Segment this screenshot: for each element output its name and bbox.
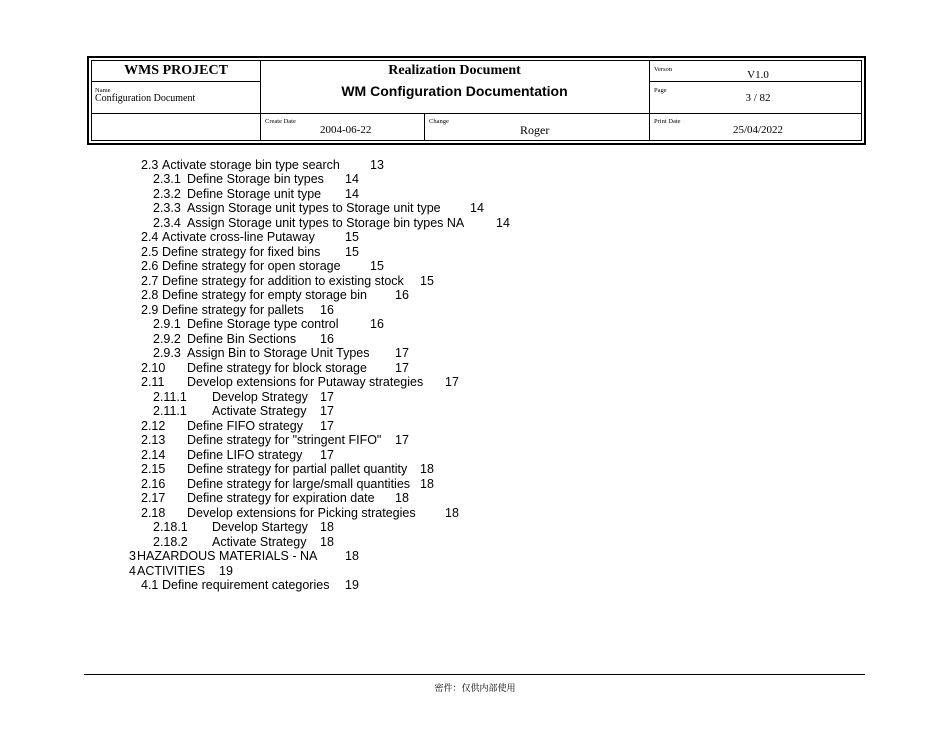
toc-entry-page: 18 [345,549,359,563]
divider [92,113,861,114]
footer-confidential-note: 密件：仅供内部使用 [434,684,516,694]
toc-entry-title: Define Storage bin types [187,172,324,186]
toc-entry-title: ACTIVITIES [137,564,206,578]
toc-entry-number: 2.3 [141,158,159,172]
toc-entry-title: Define FIFO strategy [187,419,304,433]
toc-entry-page: 18 [320,535,334,549]
toc-entry-page: 16 [370,317,384,331]
toc-entry-title: Define strategy for open storage [162,259,341,273]
toc-entry-number: 2.3.1 [153,172,181,186]
toc-entry-page: 17 [395,346,409,360]
toc-entry-number: 4.1 [141,578,159,592]
toc-entry-title: Define strategy for "stringent FIFO" [187,433,382,447]
create-date-caption: Create Date [265,118,296,125]
toc-entry-number: 4 [129,564,136,578]
toc-entry-title: Define strategy for pallets [162,303,304,317]
divider [92,81,260,82]
divider [649,81,861,82]
toc-entry-number: 2.10 [141,361,166,375]
project-name: WMS PROJECT [124,63,228,78]
toc-entry-title: Define strategy for block storage [187,361,367,375]
toc-entry-number: 2.14 [141,448,166,462]
toc-entry-title: Define Storage type control [187,317,339,331]
toc-entry-page: 18 [420,477,434,491]
toc-entry-page: 19 [345,578,359,592]
toc-entry-number: 2.3.4 [153,216,181,230]
toc-entry-page: 17 [320,448,334,462]
toc-entry-page: 19 [219,564,233,578]
create-date-value: 2004-06-22 [320,124,372,136]
header-grid [91,60,862,141]
toc-entry-page: 17 [395,361,409,375]
toc-entry-page: 14 [345,187,359,201]
document-title: WM Configuration Documentation [341,83,568,99]
toc-entry-number: 2.18.1 [153,520,188,534]
toc-entry-page: 14 [496,216,510,230]
page-caption: Page [654,87,667,94]
toc-entry-number: 2.18 [141,506,166,520]
toc-entry-title: Define Storage unit type [187,187,322,201]
toc-entry-number: 2.18.2 [153,535,188,549]
toc-entry-title: Develop Strategy [212,390,308,404]
toc-entry-page: 15 [345,245,359,259]
toc-entry-title: Activate storage bin type search [162,158,340,172]
toc-entry-page: 17 [320,404,334,418]
toc-entry-number: 2.9 [141,303,159,317]
toc-entry-title: Activate cross-line Putaway [162,230,315,244]
toc-entry-page: 15 [370,259,384,273]
toc-entry-title: Define requirement categories [162,578,330,592]
toc-entry-title: Define strategy for empty storage bin [162,288,367,302]
toc-entry-page: 16 [320,303,334,317]
toc-entry-number: 3 [129,549,136,563]
toc-entry-title: Assign Storage unit types to Storage unit type [187,201,441,215]
toc-entry-title: Define strategy for large/small quantities [187,477,411,491]
toc-entry-number: 2.3.3 [153,201,181,215]
toc-entry-title: Develop extensions for Picking strategies [187,506,416,520]
name-caption: Name [95,87,111,94]
toc-entry-number: 2.11 [141,375,165,389]
divider [424,113,425,140]
toc-entry-number: 2.9.3 [153,346,181,360]
toc-entry-number: 2.11.1 [153,404,187,418]
toc-entry-number: 2.9.1 [153,317,181,331]
toc-entry-number: 2.17 [141,491,166,505]
toc-entry-title: Define strategy for partial pallet quantity [187,462,408,476]
print-date-value: 25/04/2022 [732,124,784,136]
toc-entry-page: 18 [445,506,459,520]
version-value: V1.0 [747,69,769,81]
toc-entry-title: Define Bin Sections [187,332,297,346]
toc-entry-title: Define strategy for expiration date [187,491,375,505]
print-date-caption: Print Date [654,118,681,125]
toc-entry-page: 14 [345,172,359,186]
toc-entry-page: 18 [320,520,334,534]
document-header [87,56,866,145]
toc-entry-page: 17 [445,375,459,389]
toc-entry-number: 2.9.2 [153,332,181,346]
toc-entry-number: 2.7 [141,274,159,288]
toc-entry-title: Define strategy for fixed bins [162,245,321,259]
toc-entry-number: 2.3.2 [153,187,181,201]
toc-entry-page: 15 [420,274,434,288]
toc-entry-number: 2.15 [141,462,166,476]
toc-entry-title: Develop extensions for Putaway strategies [187,375,424,389]
version-caption: Verson [654,66,673,73]
toc-entry-title: Define strategy for addition to existing stock [162,274,404,288]
toc-entry-number: 2.4 [141,230,159,244]
document-type: Realization Document [388,63,521,78]
toc-entry-title: Activate Strategy [212,404,307,418]
name-value: Configuration Document [95,93,196,104]
toc-entry-page: 16 [395,288,409,302]
toc-entry-number: 2.8 [141,288,159,302]
toc-entry-title: Assign Storage unit types to Storage bin types NA [187,216,465,230]
toc-entry-number: 2.5 [141,245,159,259]
toc-entry-number: 2.11.1 [153,390,187,404]
toc-entry-number: 2.6 [141,259,159,273]
toc-entry-page: 14 [470,201,484,215]
toc-entry-page: 18 [420,462,434,476]
toc-entry-title: Assign Bin to Storage Unit Types [187,346,370,360]
toc-entry-page: 13 [370,158,384,172]
footer-divider [84,674,865,675]
toc-entry-title: Develop Startegy [212,520,308,534]
toc-entry-number: 2.12 [141,419,166,433]
toc-entry-title: HAZARDOUS MATERIALS - NA [137,549,318,563]
toc-entry-page: 16 [320,332,334,346]
toc-entry-page: 17 [320,419,334,433]
toc-entry-page: 17 [320,390,334,404]
toc-entry-title: Define LIFO strategy [187,448,303,462]
toc-entry-title: Activate Strategy [212,535,307,549]
page-number: 3 / 82 [745,92,771,104]
toc-entry-page: 18 [395,491,409,505]
toc-entry-number: 2.13 [141,433,166,447]
toc-entry-page: 15 [345,230,359,244]
change-caption: Change [429,118,449,125]
toc-entry-page: 17 [395,433,409,447]
toc-entry-number: 2.16 [141,477,166,491]
change-value: Roger [520,123,550,137]
